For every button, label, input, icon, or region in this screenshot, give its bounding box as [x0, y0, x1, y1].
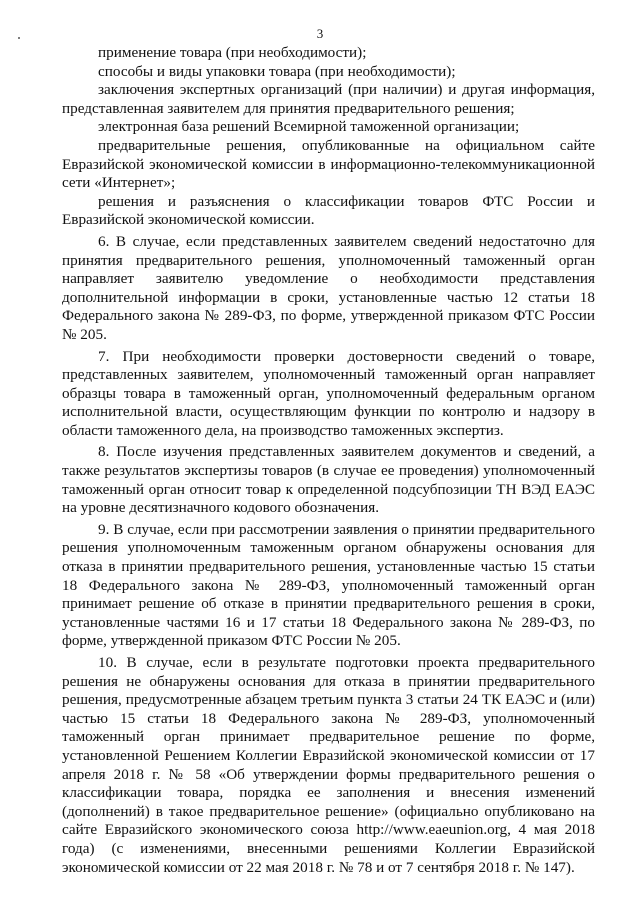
page-number: 3: [316, 26, 324, 41]
paragraph-product-use: применение товара (при необходимости);: [98, 44, 367, 61]
paragraph-fcs-explanations: решения и разъяснения о классификации товаров ФТС России и Евразийской экономической комиссии.: [62, 192, 595, 229]
paragraph-clause-6: 6. В случае, если представленных заявителем сведений недостаточно для принятия предварительного решения, уполномоченный таможенный орган направляет заявителю уведомление о необходимости представления дополнительной информации в сроки, установленные частью 12 статьи 18 Федерального закона № 289-ФЗ, по форме, утвержденной приказом ФТС России № 205.: [62, 232, 595, 343]
document-body: [62, 44, 595, 877]
paragraph-wco-database: электронная база решений Всемирной таможенной организации;: [98, 118, 520, 136]
paragraph-clause-9: 9. В случае, если при рассмотрении заявления о принятии предварительного решения уполномоченным таможенным органом обнаружены основания для отказа в принятии предварительного решения, установленные частью 15 статьи 18 Федерального закона № 289-ФЗ, уполномоченный таможенный орган принимает решение об отказе в принятии предварительного решения в сроки, установленные частями 16 и 17 статьи 18 Федерального закона № 289-ФЗ, по форме, утвержденной приказом ФТС России № 205.: [62, 520, 595, 650]
paragraph-clause-7: 7. При необходимости проверки достоверности сведений о товаре, представленных заявителем, уполномоченный таможенный орган направляет образцы товара в таможенный орган, уполномоченный федеральным органом исполнительной власти, осуществляющим функции по контролю и надзору в области таможенного дела, на производство таможенных экспертиз.: [62, 347, 595, 439]
paragraph-eec-decisions: предварительные решения, опубликованные на официальном сайте Евразийской экономической комиссии в информационно-телекоммуникационной сети «Интернет»;: [62, 136, 595, 192]
paragraph-expert-conclusions: заключения экспертных организаций (при наличии) и другая информация, представленная заявителем для принятия предварительного решения;: [62, 81, 595, 117]
paragraph-clause-10: 10. В случае, если в результате подготовки проекта предварительного решения не обнаружены основания для отказа в принятии предварительного решения, предусмотренные абзацем третьим пункта 3 статьи 24 ТК ЕАЭС и (или) частью 15 статьи 18 Федерального закона № 289-ФЗ, уполномоченный таможенный орган принимает предварительное решение по форме, установленной Решением Коллегии Евразийской экономической комиссии от 17 апреля 2018 г. № 58 «Об утверждении формы предварительного решения о классификации товара, порядка ее заполнения и внесения изменений (дополнений) в такое предварительное решение» (официально опубликовано на сайте Евразийского экономического союза http://www.eaeunion.org, 4 мая 2018 года) (с изменениями, внесенными решениями Коллегии Евразийской экономической комиссии от 22 мая 2018 г. № 78 и от 7 сентября 2018 г. № 147).: [62, 654, 595, 876]
paragraph-clause-8: 8. После изучения представленных заявителем документов и сведений, а также результатов экспертизы товаров (в случае ее проведения) уполномоченный таможенный орган относит товар к определенной подсубпозиции ТН ВЭД ЕАЭС на уровне десятизначного кодового обозначения.: [62, 443, 595, 517]
paragraph-packaging: способы и виды упаковки товара (при необходимости);: [98, 62, 456, 80]
